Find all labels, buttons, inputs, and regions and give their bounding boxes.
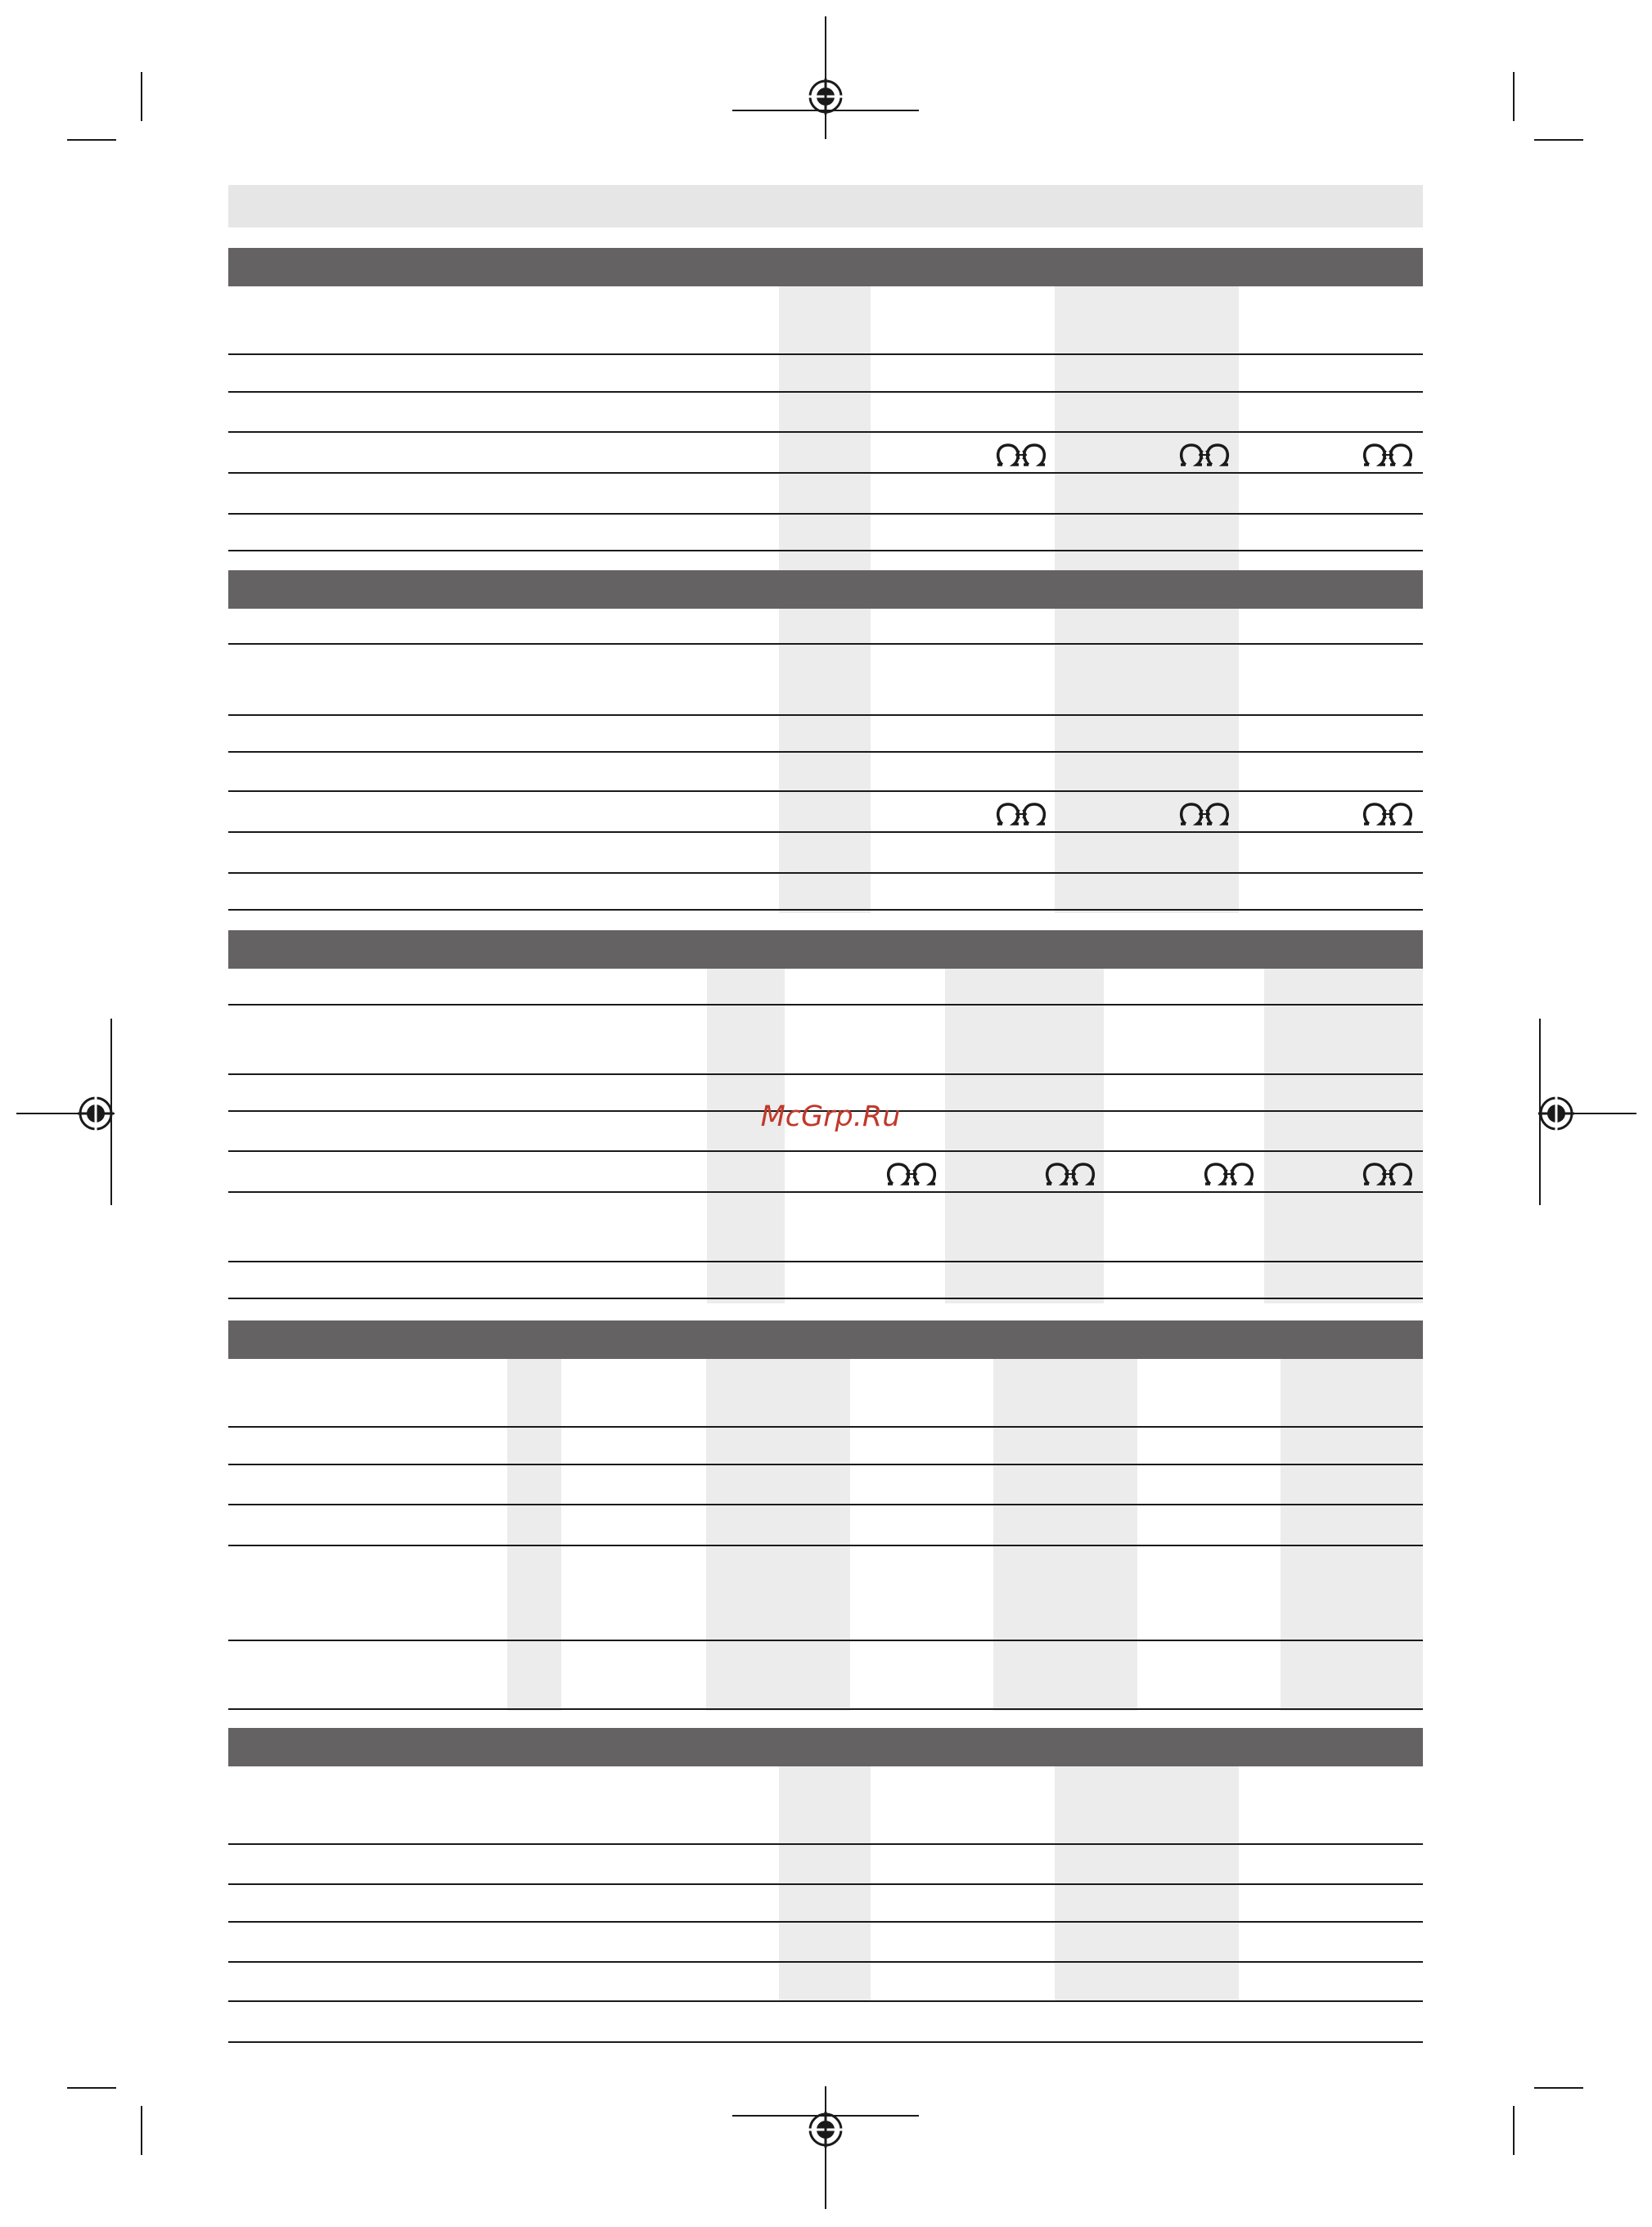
table-row-rule [228, 1004, 1423, 1006]
double-arc-symbol-icon [885, 1159, 939, 1187]
double-arc-symbol-icon [1361, 799, 1415, 827]
spec-table [228, 1766, 1423, 2045]
table-row-rule [228, 831, 1423, 833]
table-row-rule [228, 353, 1423, 355]
crop-mark [67, 139, 116, 141]
table-row-rule [228, 2041, 1423, 2043]
double-arc-symbol-icon [1202, 1159, 1256, 1187]
table-row-rule [228, 1921, 1423, 1923]
crop-mark [1513, 2106, 1515, 2155]
shaded-column [507, 1359, 561, 1711]
table-row-rule [228, 1191, 1423, 1193]
table-row-rule [228, 714, 1423, 716]
double-arc-symbol-icon [994, 440, 1048, 468]
section-header [228, 248, 1423, 286]
registration-line [825, 2086, 826, 2209]
crop-mark [1513, 72, 1515, 121]
shaded-column [706, 1359, 850, 1711]
table-row-rule [228, 872, 1423, 874]
section-header [228, 1728, 1423, 1766]
shaded-column [993, 1359, 1137, 1711]
spec-table [228, 609, 1423, 913]
crop-mark [1534, 139, 1583, 141]
table-row-rule [228, 513, 1423, 515]
table-row-rule [228, 1843, 1423, 1845]
crosshair-registration-icon [78, 1096, 114, 1131]
table-row-rule [228, 1545, 1423, 1546]
crop-mark [141, 2106, 142, 2155]
table-row-rule [228, 1261, 1423, 1262]
crosshair-registration-icon [808, 2112, 844, 2148]
table-row-rule [228, 2000, 1423, 2002]
table-row-rule [228, 1504, 1423, 1505]
double-arc-symbol-icon [1361, 440, 1415, 468]
section-header [228, 570, 1423, 609]
table-row-rule [228, 1298, 1423, 1299]
table-row-rule [228, 1708, 1423, 1710]
table-row-rule [228, 472, 1423, 474]
section-header [228, 1320, 1423, 1359]
shaded-column [779, 609, 871, 913]
shaded-column [1055, 286, 1239, 592]
table-row-rule [228, 1961, 1423, 1963]
table-row-rule [228, 550, 1423, 551]
shaded-column [1281, 1359, 1423, 1711]
double-arc-symbol-icon [994, 799, 1048, 827]
double-arc-symbol-icon [1361, 1159, 1415, 1187]
page-header-band [228, 185, 1423, 227]
table-row-rule [228, 431, 1423, 433]
crosshair-registration-icon [1538, 1096, 1574, 1131]
table-row-rule [228, 1073, 1423, 1075]
spec-table [228, 1359, 1423, 1711]
double-arc-symbol-icon [1177, 440, 1231, 468]
shaded-column [1264, 969, 1423, 1303]
registration-line [825, 16, 826, 139]
section-5 [228, 1728, 1423, 2045]
table-row-rule [228, 1464, 1423, 1465]
table-row-rule [228, 1426, 1423, 1428]
crop-mark [67, 2087, 116, 2089]
section-1 [228, 248, 1423, 592]
watermark-text: McGrp.Ru [760, 1100, 901, 1133]
table-row-rule [228, 643, 1423, 645]
shaded-column [779, 286, 871, 592]
table-row-rule [228, 1150, 1423, 1152]
table-row-rule [228, 790, 1423, 792]
shaded-column [945, 969, 1104, 1303]
shaded-column [1055, 609, 1239, 913]
table-row-rule [228, 1883, 1423, 1885]
double-arc-symbol-icon [1177, 799, 1231, 827]
double-arc-symbol-icon [1043, 1159, 1097, 1187]
table-row-rule [228, 391, 1423, 393]
section-header [228, 930, 1423, 969]
table-row-rule [228, 751, 1423, 753]
spec-table [228, 286, 1423, 592]
section-4 [228, 1320, 1423, 1711]
section-2 [228, 570, 1423, 913]
crosshair-registration-icon [808, 79, 844, 115]
crop-mark [141, 72, 142, 121]
table-row-rule [228, 909, 1423, 911]
table-row-rule [228, 1640, 1423, 1641]
crop-mark [1534, 2087, 1583, 2089]
